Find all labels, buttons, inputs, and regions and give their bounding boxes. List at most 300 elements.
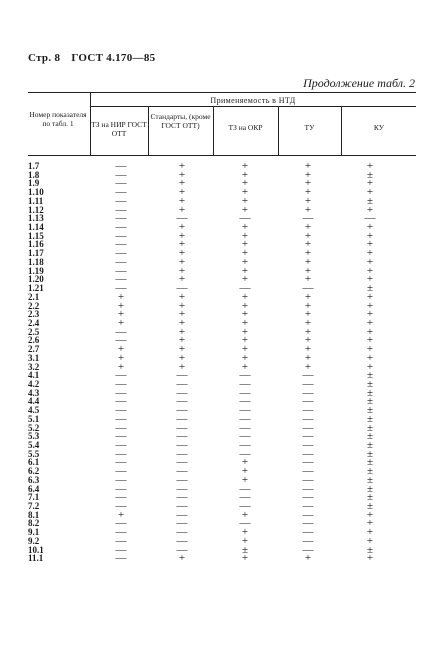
table-row (28, 397, 416, 406)
applicability-cell: + (304, 177, 312, 190)
applicability-cell: + (178, 290, 186, 303)
applicability-cell: ± (366, 543, 374, 556)
applicability-cell: — (176, 386, 188, 399)
applicability-cell: — (239, 447, 251, 460)
applicability-cell: — (115, 534, 127, 547)
applicability-cell: — (115, 186, 127, 199)
applicability-cell: — (176, 395, 188, 408)
applicability-cell: — (302, 412, 314, 425)
table-row (28, 316, 416, 329)
applicability-cell: — (115, 160, 127, 172)
table-row (28, 543, 416, 556)
applicability-cell: + (366, 316, 374, 329)
applicability-cell: — (302, 473, 314, 486)
applicability-cell: — (115, 255, 127, 268)
applicability-cell: + (241, 168, 249, 181)
applicability-cell: — (115, 439, 127, 451)
applicability-cell: + (178, 229, 186, 242)
applicability-cell: + (241, 221, 249, 234)
applicability-cell: + (241, 203, 249, 216)
table-row (28, 528, 416, 537)
applicability-cell: ± (366, 482, 374, 495)
column-header-ku: КУ (373, 123, 385, 132)
page-number: Стр. 8 (28, 52, 61, 64)
row-number: 4.3 (28, 387, 40, 398)
table-row (28, 421, 416, 434)
standard-code: ГОСТ 4.170—85 (71, 52, 156, 64)
applicability-cell: — (115, 264, 127, 277)
applicability-cell: ± (366, 168, 374, 181)
applicability-cell: — (115, 552, 127, 565)
applicability-cell: — (239, 369, 251, 382)
applicability-cell: + (304, 168, 312, 181)
table-row (28, 502, 416, 511)
applicability-cell: — (239, 500, 251, 513)
applicability-cell: — (176, 439, 188, 451)
applicability-cell: + (241, 290, 249, 303)
applicability-cell: ± (366, 491, 374, 504)
applicability-cell: — (302, 212, 314, 225)
applicability-cell: — (176, 456, 188, 469)
header-bottom-rule (28, 155, 416, 156)
applicability-cell: + (178, 203, 186, 216)
applicability-cell: + (304, 160, 312, 172)
applicability-cell: + (304, 343, 312, 356)
applicability-cell: — (302, 500, 314, 513)
table-row (28, 534, 416, 547)
applicability-cell: + (117, 343, 125, 356)
row-number: 1.21 (28, 283, 44, 294)
applicability-cell: — (302, 491, 314, 504)
applicability-cell: + (117, 299, 125, 312)
applicability-cell: + (366, 264, 374, 277)
applicability-cell: + (241, 334, 249, 347)
table-row (28, 168, 416, 181)
applicability-cell: — (239, 404, 251, 417)
row-number: 1.8 (28, 169, 40, 180)
applicability-cell: — (115, 500, 127, 513)
applicability-cell: + (117, 351, 125, 364)
table-row (28, 240, 416, 249)
row-number: 4.4 (28, 396, 40, 407)
row-number: 2.1 (28, 291, 40, 302)
applicability-cell: — (239, 212, 251, 225)
applicability-cell: — (115, 377, 127, 390)
row-number: 1.10 (28, 187, 44, 198)
applicability-cell: + (178, 255, 186, 268)
applicability-cell: + (304, 194, 312, 207)
row-number: 4.5 (28, 405, 40, 416)
applicability-cell: + (178, 160, 186, 172)
row-number: 6.4 (28, 483, 40, 494)
row-number: 2.2 (28, 300, 40, 311)
column-header-number: Номер показателя по табл. 1 (29, 110, 87, 128)
applicability-cell: — (115, 212, 127, 225)
applicability-cell: — (176, 212, 188, 225)
table-row (28, 508, 416, 521)
applicability-cell: + (366, 508, 374, 521)
applicability-cell: — (302, 395, 314, 408)
applicability-cell: + (241, 316, 249, 329)
applicability-cell: — (115, 369, 127, 382)
applicability-cell: — (115, 421, 127, 434)
applicability-cell: + (178, 194, 186, 207)
applicability-cell: — (302, 526, 314, 539)
applicability-cell: ± (366, 447, 374, 460)
table-row (28, 554, 416, 563)
applicability-cell: + (366, 247, 374, 260)
applicability-cell: + (241, 552, 249, 565)
applicability-cell: + (366, 290, 374, 303)
applicability-cell: — (364, 212, 376, 225)
applicability-cell: + (241, 186, 249, 199)
applicability-cell: — (115, 238, 127, 251)
applicability-cell: + (366, 255, 374, 268)
applicability-cell: — (302, 447, 314, 460)
table-row (28, 412, 416, 425)
applicability-cell: — (115, 334, 127, 347)
applicability-cell: + (241, 238, 249, 251)
applicability-cell: — (115, 447, 127, 460)
applicability-cell: + (117, 508, 125, 521)
applicability-cell: + (117, 290, 125, 303)
applicability-cell: + (241, 247, 249, 260)
table-row (28, 194, 416, 207)
applicability-cell: + (366, 186, 374, 199)
column-header-tu: ТУ (304, 123, 315, 132)
row-number: 1.12 (28, 204, 44, 215)
applicability-cell: ± (366, 194, 374, 207)
row-number: 9.2 (28, 535, 40, 546)
table-row (28, 441, 416, 450)
applicability-cell: — (115, 526, 127, 539)
applicability-cell: — (176, 508, 188, 521)
column-header-standards: Стандарты, (кроме ГОСТ ОТТ) (150, 112, 211, 130)
applicability-cell: + (366, 177, 374, 190)
table-row (28, 214, 416, 223)
applicability-cell: — (176, 517, 188, 530)
row-number: 5.2 (28, 422, 40, 433)
applicability-cell: + (304, 255, 312, 268)
applicability-cell: — (176, 282, 188, 295)
applicability-cell: + (366, 343, 374, 356)
applicability-cell: ± (366, 465, 374, 478)
applicability-cell: + (304, 247, 312, 260)
applicability-cell: + (178, 273, 186, 286)
row-number: 8.1 (28, 509, 40, 520)
applicability-cell: — (176, 534, 188, 547)
applicability-cell: — (115, 412, 127, 425)
applicability-cell: ± (366, 500, 374, 513)
row-number: 1.17 (28, 248, 44, 259)
applicability-cell: + (366, 229, 374, 242)
applicability-cell: ± (366, 473, 374, 486)
applicability-cell: + (178, 238, 186, 251)
applicability-cell: + (304, 299, 312, 312)
table-row (28, 249, 416, 258)
applicability-cell: + (241, 456, 249, 469)
row-number: 4.1 (28, 370, 40, 381)
applicability-cell: + (366, 238, 374, 251)
row-number: 1.11 (28, 195, 44, 206)
applicability-cell: — (115, 168, 127, 181)
applicability-cell: — (302, 404, 314, 417)
applicability-cell: + (241, 177, 249, 190)
row-number: 6.2 (28, 466, 40, 477)
applicability-cell: + (304, 264, 312, 277)
applicability-cell: + (241, 160, 249, 172)
applicability-cell: ± (366, 377, 374, 390)
applicability-cell: + (304, 290, 312, 303)
table-row (28, 493, 416, 502)
applicability-cell: — (176, 473, 188, 486)
table-row (28, 432, 416, 441)
applicability-cell: — (115, 491, 127, 504)
applicability-cell: + (366, 203, 374, 216)
applicability-cell: + (366, 526, 374, 539)
applicability-cell: — (302, 421, 314, 434)
table-row (28, 360, 416, 373)
applicability-cell: + (178, 264, 186, 277)
applicability-cell: + (241, 299, 249, 312)
row-number: 2.4 (28, 317, 40, 328)
applicability-cell: + (241, 534, 249, 547)
table-row (28, 255, 416, 268)
applicability-cell: + (366, 299, 374, 312)
applicability-cell: + (304, 325, 312, 338)
row-number: 5.5 (28, 448, 40, 459)
row-number: 1.16 (28, 239, 44, 250)
page-header (28, 52, 163, 64)
applicability-cell: + (241, 473, 249, 486)
table-top-rule (28, 92, 416, 93)
applicability-cell: — (302, 430, 314, 443)
applicability-cell: — (239, 395, 251, 408)
table-row (28, 371, 416, 380)
applicability-cell: + (178, 552, 186, 565)
applicability-cell: — (176, 482, 188, 495)
applicability-cell: — (302, 534, 314, 547)
row-number: 5.4 (28, 440, 40, 450)
applicability-cell: — (239, 439, 251, 451)
applicability-cell: + (304, 316, 312, 329)
applicability-cell: — (239, 430, 251, 443)
applicability-cell: — (176, 377, 188, 390)
table-row (28, 447, 416, 460)
applicability-cell: + (241, 264, 249, 277)
applicability-cell: + (241, 229, 249, 242)
column-header-tz-okr: ТЗ на ОКР (228, 123, 263, 132)
applicability-cell: — (239, 482, 251, 495)
applicability-cell: + (366, 517, 374, 530)
applicability-cell: + (366, 160, 374, 172)
applicability-cell: + (117, 316, 125, 329)
applicability-cell: — (239, 412, 251, 425)
applicability-cell: + (178, 299, 186, 312)
applicability-cell: — (239, 421, 251, 434)
table-row (28, 386, 416, 399)
applicability-cell: + (241, 360, 249, 373)
applicability-cell: + (178, 334, 186, 347)
table-row (28, 179, 416, 188)
applicability-cell: + (178, 360, 186, 373)
applicability-cell: + (366, 360, 374, 373)
row-number: 7.1 (28, 492, 40, 503)
table-row (28, 473, 416, 486)
applicability-cell: — (115, 386, 127, 399)
applicability-cell: — (115, 404, 127, 417)
applicability-cell: — (302, 482, 314, 495)
row-number: 1.7 (28, 161, 40, 171)
applicability-cell: — (239, 491, 251, 504)
applicability-cell: ± (366, 412, 374, 425)
row-number: 11.1 (28, 553, 44, 564)
table-row (28, 310, 416, 319)
applicability-cell: — (239, 282, 251, 295)
table-row (28, 458, 416, 467)
table-row (28, 519, 416, 528)
applicability-cell: — (115, 203, 127, 216)
applicability-cell: + (366, 534, 374, 547)
applicability-cell: — (302, 377, 314, 390)
applicability-cell: + (241, 343, 249, 356)
applicability-cell: + (304, 552, 312, 565)
applicability-cell: + (304, 360, 312, 373)
row-number: 2.5 (28, 326, 40, 337)
row-number: 2.3 (28, 309, 40, 320)
row-number: 4.2 (28, 378, 40, 389)
applicability-cell: ± (366, 439, 374, 451)
applicability-cell: + (304, 203, 312, 216)
applicability-cell: — (302, 369, 314, 382)
applicability-cell: + (117, 360, 125, 373)
applicability-cell: + (178, 343, 186, 356)
applicability-cell: — (176, 491, 188, 504)
table-row (28, 264, 416, 277)
table-row (28, 203, 416, 216)
applicability-cell: + (241, 508, 249, 521)
row-number: 8.2 (28, 518, 40, 529)
applicability-cell: ± (366, 421, 374, 434)
applicability-cell: ± (366, 386, 374, 399)
group-header: Применяемость в НТД (210, 96, 296, 105)
applicability-cell: — (176, 543, 188, 556)
row-number: 3.2 (28, 361, 40, 372)
table-row (28, 229, 416, 242)
table-row (28, 467, 416, 476)
row-number: 1.18 (28, 256, 44, 267)
row-number: 5.1 (28, 413, 40, 424)
applicability-cell: + (304, 238, 312, 251)
applicability-cell: — (115, 517, 127, 530)
applicability-cell: + (178, 316, 186, 329)
applicability-cell: ± (366, 430, 374, 443)
applicability-cell: + (366, 325, 374, 338)
applicability-cell: + (178, 247, 186, 260)
row-number: 2.6 (28, 335, 40, 346)
applicability-cell: — (115, 430, 127, 443)
applicability-cell: — (115, 221, 127, 234)
applicability-cell: — (115, 325, 127, 338)
row-number: 3.1 (28, 352, 40, 363)
table-row (28, 223, 416, 232)
applicability-cell: ± (241, 543, 249, 556)
applicability-cell: — (176, 465, 188, 478)
applicability-cell: + (304, 229, 312, 242)
applicability-cell: — (239, 517, 251, 530)
applicability-cell: + (304, 221, 312, 234)
applicability-cell: — (115, 482, 127, 495)
table-row (28, 482, 416, 495)
applicability-cell: + (366, 221, 374, 234)
applicability-cell: + (241, 351, 249, 364)
applicability-cell: + (366, 334, 374, 347)
row-number: 1.9 (28, 178, 40, 189)
applicability-cell: — (176, 526, 188, 539)
applicability-cell: — (302, 386, 314, 399)
applicability-cell: — (115, 465, 127, 478)
applicability-cell: + (304, 273, 312, 286)
applicability-cell: — (239, 386, 251, 399)
applicability-cell: — (239, 377, 251, 390)
row-number: 5.3 (28, 431, 40, 442)
applicability-cell: — (115, 194, 127, 207)
applicability-cell: + (117, 308, 125, 321)
applicability-cell: — (302, 439, 314, 451)
applicability-cell: + (366, 308, 374, 321)
table-body (28, 162, 416, 563)
table-row (28, 299, 416, 312)
applicability-cell: — (176, 421, 188, 434)
table-row (28, 290, 416, 303)
applicability-cell: — (115, 543, 127, 556)
row-number: 2.7 (28, 344, 40, 355)
row-number: 9.1 (28, 527, 40, 538)
applicability-cell: — (302, 465, 314, 478)
applicability-cell: ± (366, 404, 374, 417)
table-row (28, 275, 416, 284)
applicability-cell: + (304, 308, 312, 321)
applicability-cell: + (304, 186, 312, 199)
row-number: 1.14 (28, 222, 44, 233)
applicability-cell: ± (366, 369, 374, 382)
applicability-cell: + (241, 465, 249, 478)
applicability-cell: + (304, 334, 312, 347)
table-row (28, 377, 416, 390)
applicability-cell: + (178, 221, 186, 234)
applicability-cell: + (178, 325, 186, 338)
row-number: 1.20 (28, 274, 44, 285)
applicability-cell: — (302, 456, 314, 469)
applicability-cell: + (366, 552, 374, 565)
applicability-cell: + (178, 177, 186, 190)
applicability-cell: — (115, 456, 127, 469)
applicability-cell: — (176, 447, 188, 460)
table-row (28, 162, 416, 171)
applicability-cell: — (176, 430, 188, 443)
table-row (28, 284, 416, 293)
applicability-cell: + (241, 308, 249, 321)
applicability-cell: + (178, 186, 186, 199)
applicability-cell: + (178, 168, 186, 181)
table-row (28, 351, 416, 364)
applicability-cell: — (176, 412, 188, 425)
applicability-cell: — (115, 473, 127, 486)
applicability-cell: + (366, 273, 374, 286)
row-number: 7.2 (28, 501, 40, 512)
group-header-rule (90, 106, 416, 107)
applicability-cell: — (302, 543, 314, 556)
